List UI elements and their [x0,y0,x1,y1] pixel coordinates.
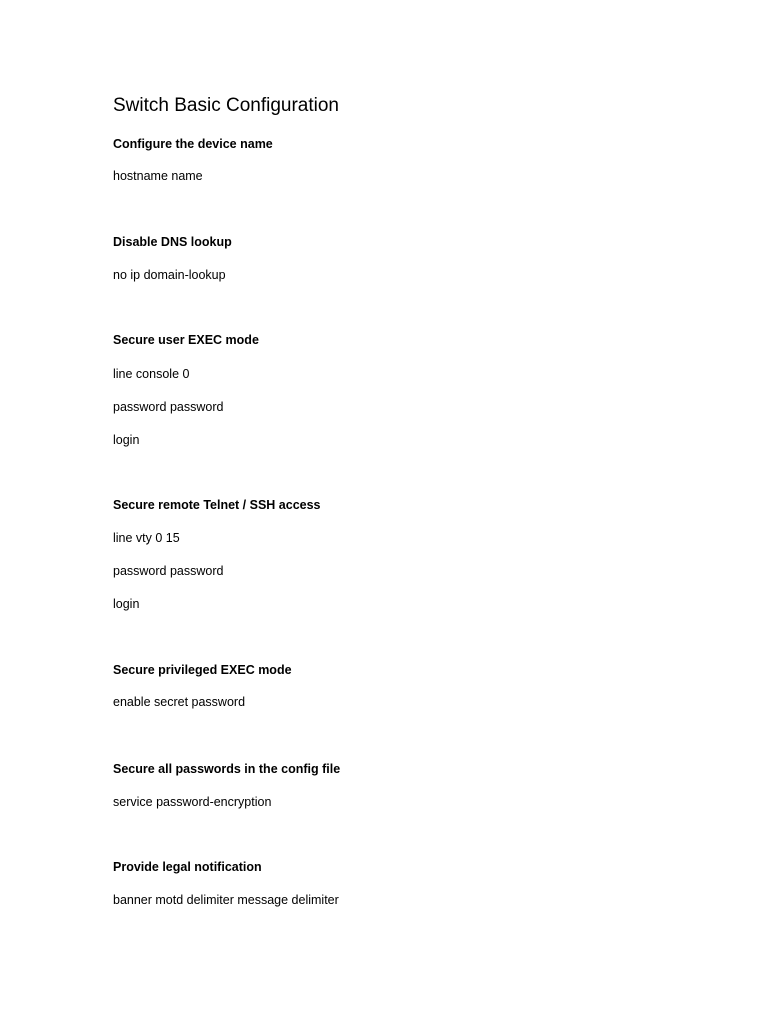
command-line: hostname name [113,169,203,183]
section-heading: Secure privileged EXEC mode [113,663,292,677]
section-heading: Secure user EXEC mode [113,333,259,347]
section-heading: Provide legal notification [113,860,262,874]
command-line: service password-encryption [113,795,272,809]
section-heading: Disable DNS lookup [113,235,232,249]
command-line: login [113,433,140,447]
command-line: password password [113,400,224,414]
document-page [113,0,713,1024]
command-line: banner motd delimiter message delimiter [113,893,339,907]
command-line: no ip domain-lookup [113,268,226,282]
section-heading: Secure all passwords in the config file [113,762,341,776]
document-title: Switch Basic Configuration [113,95,339,116]
section-heading: Configure the device name [113,137,273,151]
command-line: line vty 0 15 [113,531,180,545]
command-line: enable secret password [113,695,246,709]
command-line: password password [113,564,224,578]
command-line: login [113,597,140,611]
section-heading: Secure remote Telnet / SSH access [113,498,321,512]
command-line: line console 0 [113,367,190,381]
